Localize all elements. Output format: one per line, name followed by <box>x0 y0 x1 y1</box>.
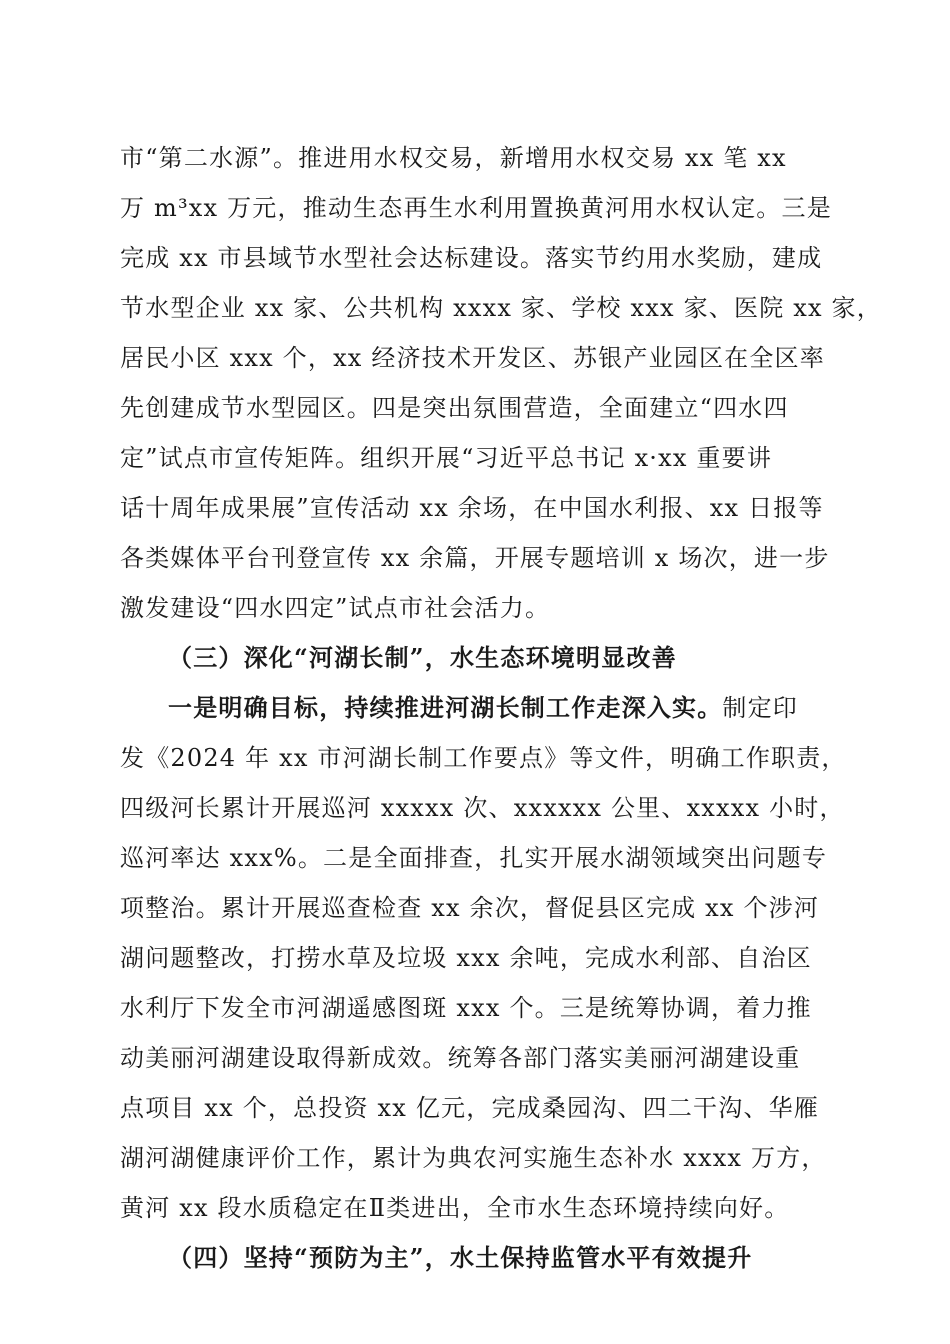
paragraph-1-line-10: 激发建设“四水四定”试点市社会活力。 <box>120 594 551 622</box>
paragraph-2-line-1 <box>168 689 832 727</box>
paragraph-1-line-7: 定”试点市宣传矩阵。组织开展“习近平总书记 x·xx 重要讲 <box>120 444 773 472</box>
paragraph-1-line-8: 话十周年成果展”宣传活动 xx 余场，在中国水利报、xx 日报等 <box>120 494 824 522</box>
paragraph-2-line-9: 点项目 xx 个，总投资 xx 亿元，完成桑园沟、四二干沟、华雁 <box>120 1094 820 1122</box>
paragraph-2-line-10: 湖河湖健康评价工作，累计为典农河实施生态补水 xxxx 万方， <box>120 1144 827 1172</box>
paragraph-1-line-2: 万 m³xx 万元，推动生态再生水利用置换黄河用水权认定。三是 <box>120 194 832 222</box>
paragraph-2-line-5: 项整治。累计开展巡查检查 xx 余次，督促县区完成 xx 个涉河 <box>120 894 820 922</box>
paragraph-2-line-1-rest: 制定印 <box>722 694 799 722</box>
paragraph-2-line-7: 水利厅下发全市河湖遥感图斑 xxx 个。三是统筹协调，着力推 <box>120 994 812 1022</box>
paragraph-1-line-1: 市“第二水源”。推进用水权交易，新增用水权交易 xx 笔 xx <box>120 144 787 172</box>
section-heading-3: （三）深化“河湖长制”，水生态环境明显改善 <box>168 643 677 672</box>
paragraph-2-line-3: 四级河长累计开展巡河 xxxxx 次、xxxxxx 公里、xxxxx 小时， <box>120 794 845 822</box>
paragraph-2-line-8: 动美丽河湖建设取得新成效。统筹各部门落实美丽河湖建设重 <box>120 1044 801 1072</box>
paragraph-1-line-3: 完成 xx 市县域节水型社会达标建设。落实节约用水奖励，建成 <box>120 244 823 272</box>
paragraph-2-line-6: 湖问题整改，打捞水草及垃圾 xxx 余吨，完成水利部、自治区 <box>120 944 812 972</box>
paragraph-2-line-2: 发《2024 年 xx 市河湖长制工作要点》等文件，明确工作职责， <box>120 744 847 772</box>
paragraph-1-line-4: 节水型企业 xx 家、公共机构 xxxx 家、学校 xxx 家、医院 xx 家， <box>120 294 882 322</box>
paragraph-1-line-5: 居民小区 xxx 个，xx 经济技术开发区、苏银产业园区在全区率 <box>120 344 825 372</box>
paragraph-2-line-11: 黄河 xx 段水质稳定在Ⅱ类进出，全市水生态环境持续向好。 <box>120 1194 790 1222</box>
paragraph-2-lead: 一是明确目标，持续推进河湖长制工作走深入实。 <box>168 693 723 722</box>
section-heading-4: （四）坚持“预防为主”，水土保持监管水平有效提升 <box>168 1243 753 1272</box>
paragraph-2-line-4: 巡河率达 xxx%。二是全面排查，扎实开展水湖领域突出问题专 <box>120 844 828 872</box>
paragraph-1-line-6: 先创建成节水型园区。四是突出氛围营造，全面建立“四水四 <box>120 394 789 422</box>
paragraph-1-line-9: 各类媒体平台刊登宣传 xx 余篇，开展专题培训 x 场次，进一步 <box>120 544 830 572</box>
